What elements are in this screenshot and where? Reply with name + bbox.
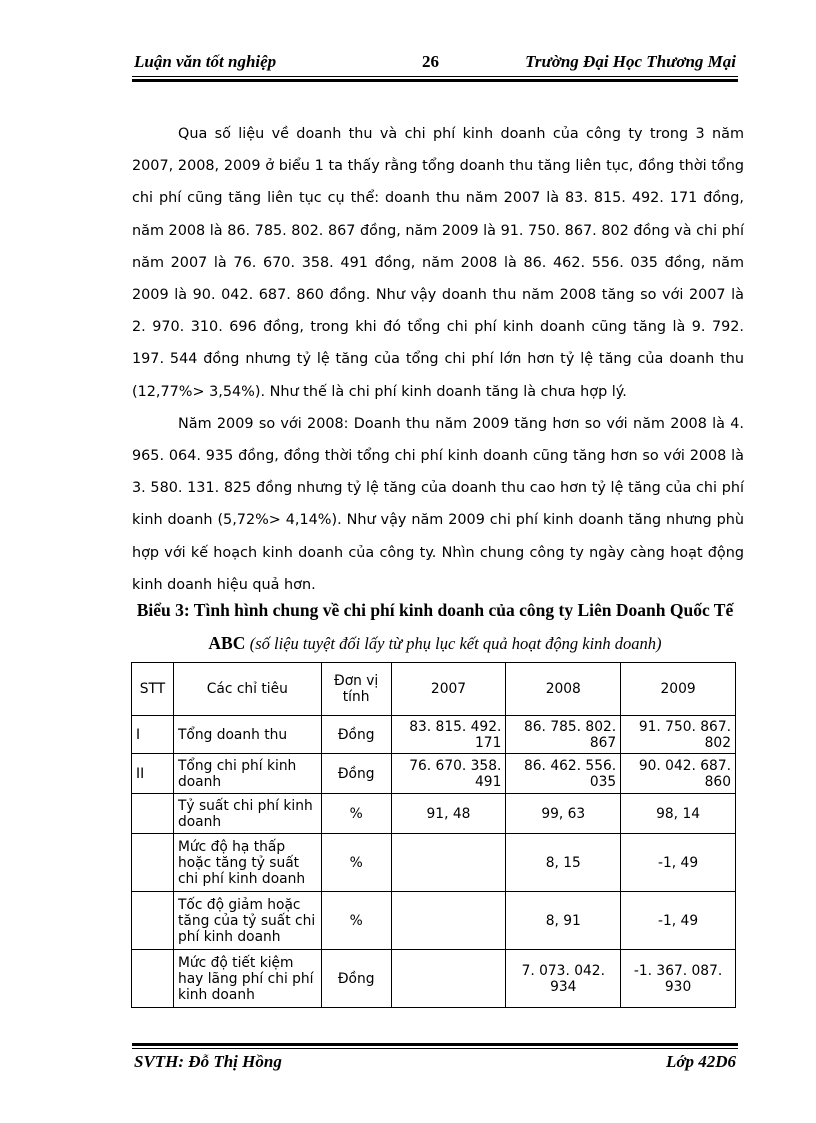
header-2009: 2009	[621, 663, 736, 716]
header-rule-thick	[132, 79, 738, 82]
header-2008: 2008	[506, 663, 621, 716]
cell-2007	[391, 834, 506, 892]
cell-unit: %	[321, 834, 391, 892]
header-unit: Đơn vị tính	[321, 663, 391, 716]
header-rule-thin	[132, 76, 738, 77]
footer-rule-thin	[132, 1048, 738, 1049]
cell-unit: Đồng	[321, 950, 391, 1008]
cell-stt	[132, 950, 174, 1008]
cell-2009: -1. 367. 087. 930	[621, 950, 736, 1008]
cell-2009: 98, 14	[621, 794, 736, 834]
page-number: 26	[422, 52, 439, 71]
table-row	[132, 754, 736, 794]
page-footer	[132, 1052, 738, 1074]
cell-indicator: Mức độ hạ thấp hoặc tăng tỷ suất chi phí kinh doanh	[173, 834, 321, 892]
body-text	[132, 118, 744, 601]
cell-2007: 76. 670. 358. 491	[391, 754, 506, 794]
cell-indicator: Tổng doanh thu	[173, 716, 321, 754]
table-row	[132, 794, 736, 834]
cell-indicator: Tốc độ giảm hoặc tăng của tỷ suất chi phí kinh doanh	[173, 892, 321, 950]
cell-stt	[132, 892, 174, 950]
cell-2008: 8, 15	[506, 834, 621, 892]
cell-2009: -1, 49	[621, 834, 736, 892]
table-caption	[132, 594, 738, 660]
cell-2007	[391, 892, 506, 950]
table-row	[132, 950, 736, 1008]
table-row	[132, 834, 736, 892]
cell-stt	[132, 794, 174, 834]
cell-stt: II	[132, 754, 174, 794]
page-header	[132, 52, 738, 74]
cell-2007: 83. 815. 492. 171	[391, 716, 506, 754]
header-2007: 2007	[391, 663, 506, 716]
cell-2008: 7. 073. 042. 934	[506, 950, 621, 1008]
cell-2009: 91. 750. 867. 802	[621, 716, 736, 754]
table-header-row	[132, 663, 736, 716]
caption-title: Biểu 3: Tình hình chung về chi phí kinh doanh của công ty Liên Doanh Quốc Tế ABC	[136, 600, 734, 653]
paragraph-2: Năm 2009 so với 2008: Doanh thu năm 2009 tăng hơn so với năm 2008 là 4. 965. 064. 935 đồng, đồng thời tổng chi phí kinh doanh cũng tăng hơn so với 2008 là 3. 580. 131. 825 đồng nhưng tỷ lệ tăng của doanh thu cao hơn tỷ lệ tăng của chi phí kinh doanh (5,72%> 4,14%). Như vậy năm 2009 chi phí kinh doanh tăng nhưng phù hợp với kế hoạch kinh doanh của công ty. Nhìn chung công ty ngày càng hoạt động kinh doanh hiệu quả hơn.	[132, 415, 744, 593]
cell-unit: %	[321, 892, 391, 950]
cell-stt	[132, 834, 174, 892]
table-row	[132, 716, 736, 754]
cell-unit: %	[321, 794, 391, 834]
cell-2009: 90. 042. 687. 860	[621, 754, 736, 794]
cell-stt: I	[132, 716, 174, 754]
header-university: Trường Đại Học Thương Mại	[525, 52, 736, 71]
footer-class: Lớp 42D6	[665, 1052, 736, 1071]
cell-2008: 99, 63	[506, 794, 621, 834]
footer-student: SVTH: Đỗ Thị Hồng	[134, 1052, 282, 1071]
paragraph-1: Qua số liệu về doanh thu và chi phí kinh doanh của công ty trong 3 năm 2007, 2008, 2009 ở biểu 1 ta thấy rằng tổng doanh thu tăng liên tục, đồng thời tổng chi phí cũng tăng liên tục cụ thể: doanh thu năm 2007 là 83. 815. 492. 171 đồng, năm 2008 là 86. 785. 802. 867 đồng, năm 2009 là 91. 750. 867. 802 đồng và chi phí năm 2007 là 76. 670. 358. 491 đồng, năm 2008 là 86. 462. 556. 035 đồng, năm 2009 là 90. 042. 687. 860 đồng. Như vậy doanh thu năm 2008 tăng so với 2007 là 2. 970. 310. 696 đồng, trong khi đó tổng chi phí kinh doanh cũng tăng là 9. 792. 197. 544 đồng nhưng tỷ lệ tăng của tổng chi phí lớn hơn tỷ lệ tăng của doanh thu (12,77%> 3,54%). Như thế là chi phí kinh doanh tăng là chưa hợp lý.	[132, 126, 744, 400]
table-row	[132, 892, 736, 950]
cell-2009: -1, 49	[621, 892, 736, 950]
cell-2008: 86. 785. 802. 867	[506, 716, 621, 754]
header-stt: STT	[132, 663, 174, 716]
header-thesis-label: Luận văn tốt nghiệp	[134, 52, 277, 71]
cell-unit: Đồng	[321, 716, 391, 754]
cell-2008: 8, 91	[506, 892, 621, 950]
cell-indicator: Mức độ tiết kiệm hay lãng phí chi phí kinh doanh	[173, 950, 321, 1008]
footer-rule-thick	[132, 1043, 738, 1046]
cell-indicator: Tổng chi phí kinh doanh	[173, 754, 321, 794]
cell-2007: 91, 48	[391, 794, 506, 834]
caption-note: (số liệu tuyệt đối lấy từ phụ lục kết quả hoạt động kinh doanh)	[249, 634, 662, 653]
cell-unit: Đồng	[321, 754, 391, 794]
cell-2007	[391, 950, 506, 1008]
cell-indicator: Tỷ suất chi phí kinh doanh	[173, 794, 321, 834]
cell-2008: 86. 462. 556. 035	[506, 754, 621, 794]
header-indicator: Các chỉ tiêu	[173, 663, 321, 716]
cost-table	[131, 662, 736, 1008]
